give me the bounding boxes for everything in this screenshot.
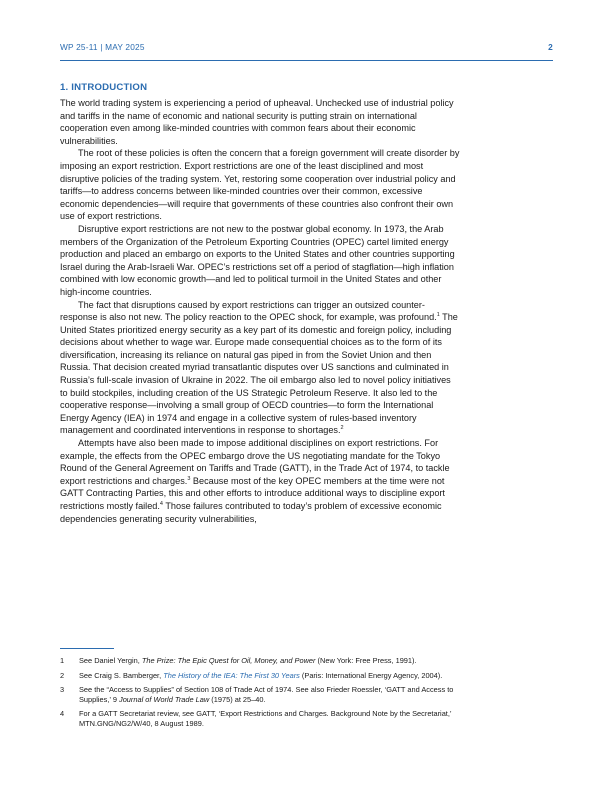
paragraph-4-text-a: The fact that disruptions caused by export restrictions can trigger an outsized counter-response is also not new. The policy reaction to the OPEC shock, for example, was profound. [60,299,437,323]
footnote-ref-1[interactable]: 1 [436,312,440,319]
paper-id-date: WP 25-11 | MAY 2025 [60,42,145,52]
footnote-text: For a GATT Secretariat review, see GATT, ‘Export Restrictions and Charges. Background Note by the Secretariat,’ MTN.GNG/NG2/W/40, 8 August 1989. [79,709,452,728]
footnote-book-title: The Prize: The Epic Quest for Oil, Money, and Power [141,656,316,665]
paragraph-5-text-a: Attempts have also been made to impose additional disciplines on export restrictions. For example, the effects from the OPEC embargo drove the US negotiating mandate for the Tokyo Round of the General Agreement on Tariffs and Trade (GATT), in the Trade Act of 1974, to tackle export restrictions and charges. [60,438,450,486]
paragraph-3: Disruptive export restrictions are not new to the postwar global economy. In 1973, the Arab members of the Organization of the Petroleum Exporting Countries (OPEC) cartel limited energy production and placed an embargo on exports to the United States and other countries supporting Israel during the Arab-Israeli War. OPEC’s restrictions set off a period of stagflation—high inflation combined with low economic growth—and led to political turmoil in the United States and other high-income countries. [60,223,455,297]
footnote-number: 4 [60,709,65,719]
footnote-number: 2 [60,670,65,680]
paragraph-2: The root of these policies is often the concern that a foreign government will create disorder by imposing an export restriction. Export restrictions are one of the least disciplined and most disruptive policies of the trading system. Yet, restoring some cooperation over industrial policy and tariffs—to address concerns between like-minded countries over their common, excessive economic dependencies—will require that governments of these countries also confront their own use of export restrictions. [60,148,460,222]
footnote-text: See the “Access to Supplies” of Section 108 of Trade Act of 1974. See also Frieder Roessler, ‘GATT and Access to Supplies,’ 9 [79,685,454,704]
footnote-rule [60,648,114,649]
paragraph-5-text-c: Those failures contributed to today’s problem of excessive economic dependencies generating security vulnerabilities, [60,501,442,524]
paragraph-4 [60,299,460,438]
footnote-text: See Daniel Yergin, [79,656,142,665]
footnote-link[interactable]: The History of the IEA: The First 30 Years [163,670,300,680]
footnote-ref-2[interactable]: 2 [340,425,344,432]
footnote-text: (1975) at 25–40. [209,694,266,704]
paragraph-5 [60,437,460,525]
body-text [60,97,460,525]
footnote [60,656,460,665]
footnote-journal-title: Journal of World Trade Law [119,694,210,704]
paragraph-1: The world trading system is experiencing a period of upheaval. Unchecked use of industrial policy and tariffs in the name of economic and national security is putting strain on international cooperation even among like-minded countries with common fears about their economic vulnerabilities. [60,98,454,146]
footnote-ref-3[interactable]: 3 [187,475,191,482]
paragraph-4-text-b: The United States prioritized energy security as a key part of its domestic and foreign policy, including decisions about whether to wage war. Europe made consequential choices as to the form of its diversification, increasing its reliance on natural gas piped in from the Soviet Union and then Russia. That decision created myriad transatlantic disputes over US sanctions and culminated in Russia’s full-scale invasion of Ukraine in 2022. The oil embargo also led to novel policy initiatives to build stockpiles, including creation of the US Strategic Petroleum Reserve. It also led to the cooperative response—involving a small group of OECD countries—to form the International Energy Agency (IEA) in 1974 and engage in a collective system of rules-based inventory management and coordinated interventions in response to shortages. [60,312,458,436]
section-title: 1. INTRODUCTION [60,82,148,93]
paragraph-5-text-b: Because most of the key OPEC members at the time were not GATT Contracting Parties, this and other efforts to introduce additional ways to discipline export restrictions mostly failed. [60,475,445,511]
footnote [60,671,460,680]
footnote-ref-4[interactable]: 4 [159,500,163,507]
footnote-text: (New York: Free Press, 1991). [315,656,417,665]
page-number: 2 [548,42,553,52]
footnote [60,709,460,727]
running-header [60,42,553,56]
footnote [60,685,460,703]
footnotes [60,656,460,733]
footnote-text: See Craig S. Bamberger, [79,670,164,680]
footnote-number: 3 [60,685,65,695]
footnote-text: (Paris: International Energy Agency, 2004). [299,670,443,680]
header-rule [60,60,553,61]
footnote-number: 1 [60,656,65,665]
